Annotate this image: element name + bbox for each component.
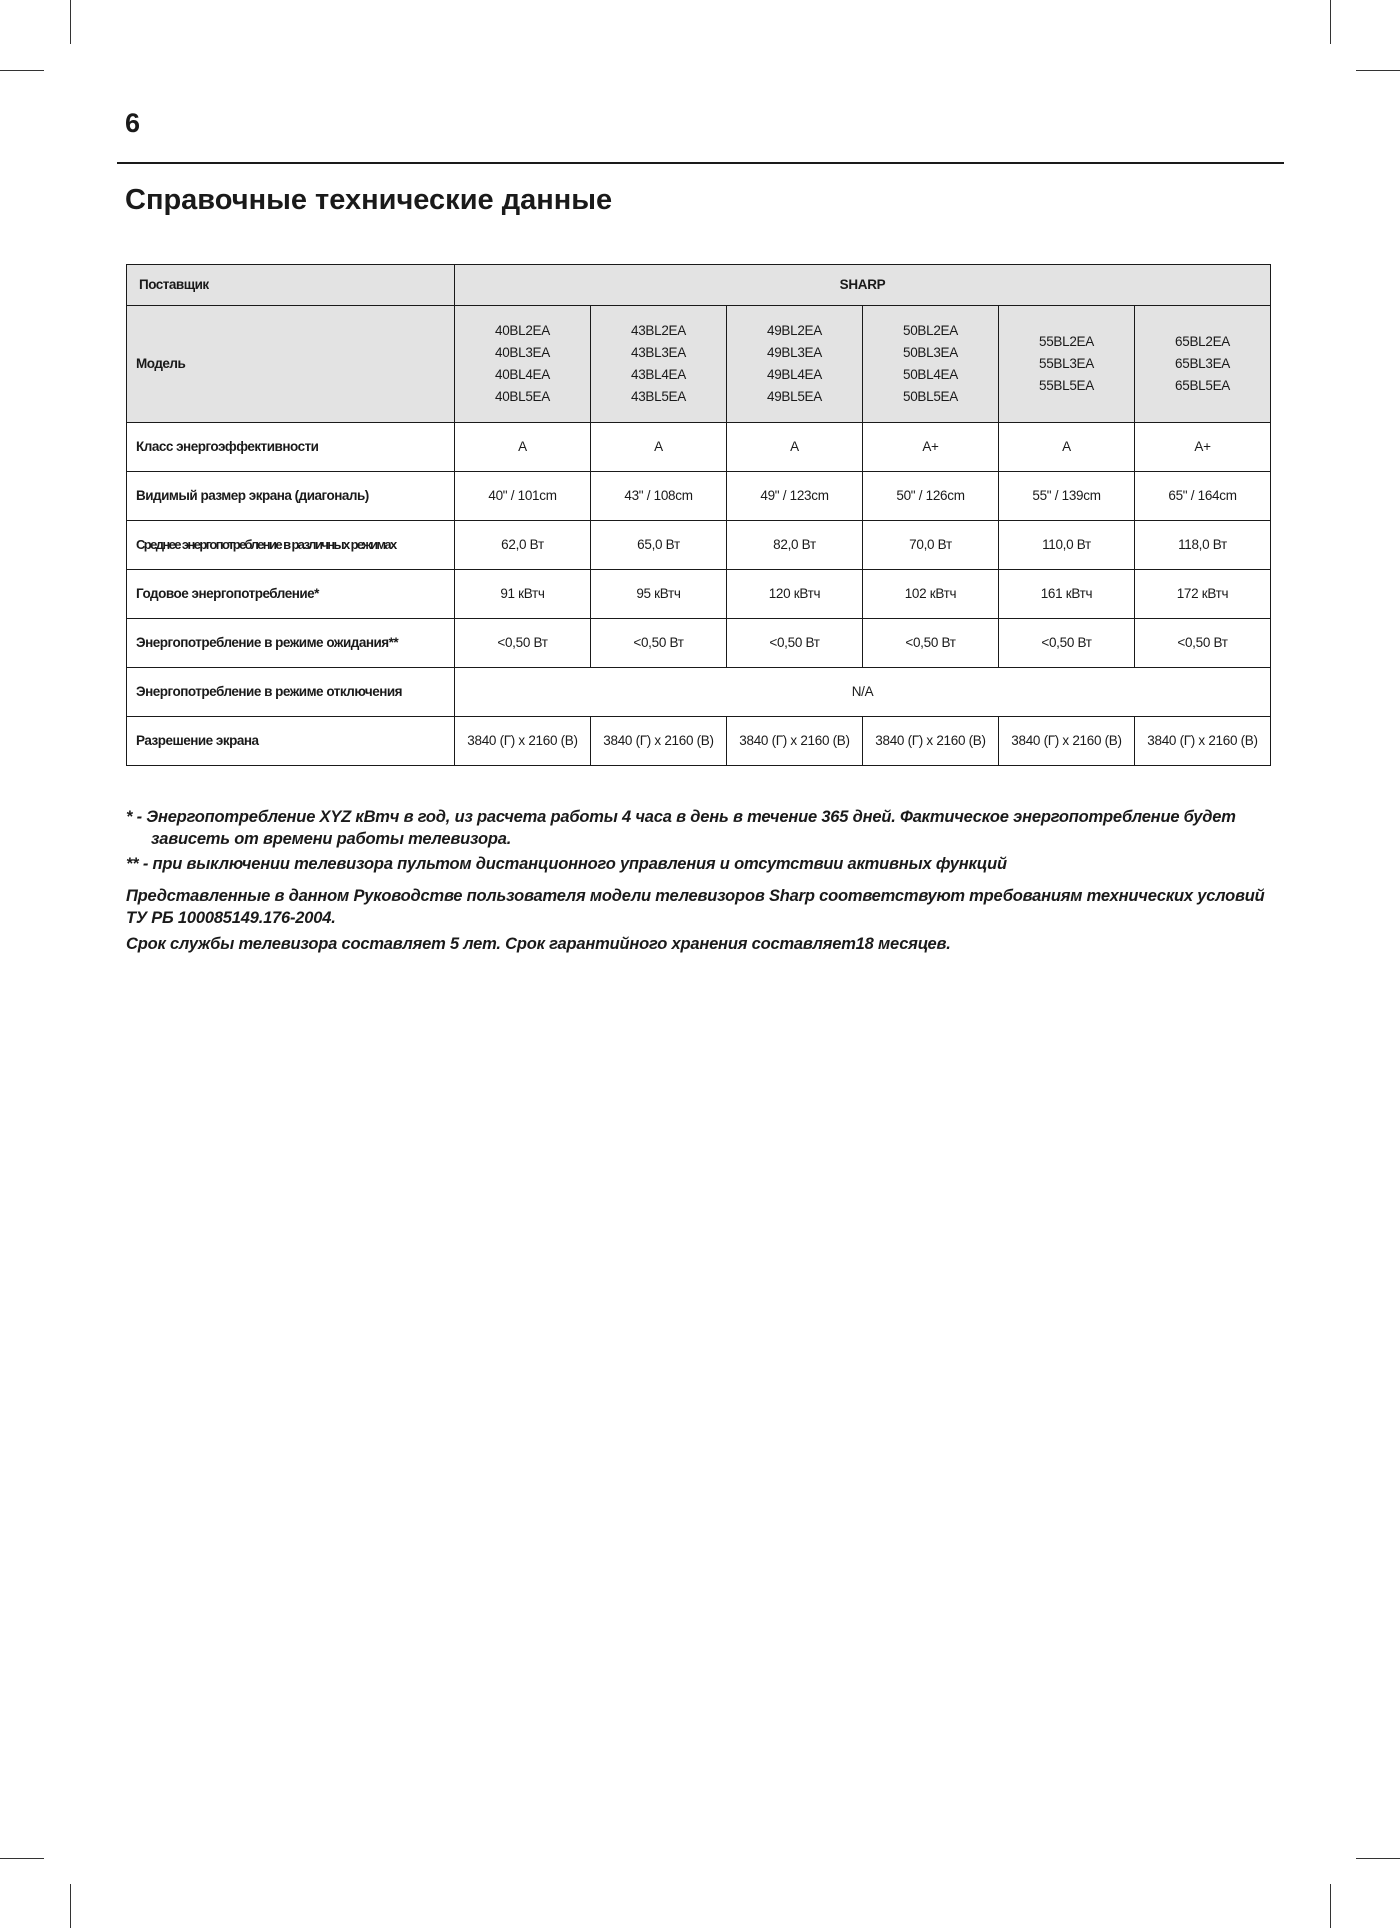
model-name: 49BL3EA — [767, 345, 822, 360]
table-cell: 70,0 Вт — [863, 521, 999, 570]
table-cell: A+ — [1135, 423, 1271, 472]
model-cell — [455, 306, 591, 423]
table-cell: 3840 (Г) x 2160 (В) — [455, 717, 591, 766]
row-label: Поставщик — [127, 265, 455, 306]
model-name: 40BL4EA — [495, 367, 550, 382]
crop-mark-bottom-right-horizontal — [1356, 1858, 1400, 1859]
table-cell: <0,50 Вт — [591, 619, 727, 668]
model-name: 49BL4EA — [767, 367, 822, 382]
model-name: 43BL4EA — [631, 367, 686, 382]
table-cell: <0,50 Вт — [1135, 619, 1271, 668]
table-cell: 172 кВтч — [1135, 570, 1271, 619]
model-cell — [591, 306, 727, 423]
table-cell: 49" / 123cm — [727, 472, 863, 521]
model-name: 50BL4EA — [903, 367, 958, 382]
model-name: 65BL2EA — [1175, 334, 1230, 349]
energy-class-row — [127, 423, 1271, 472]
table-cell: A — [455, 423, 591, 472]
table-cell: 55" / 139cm — [999, 472, 1135, 521]
crop-mark-top-right-vertical — [1330, 0, 1331, 44]
annual-consumption-row — [127, 570, 1271, 619]
model-name: 43BL3EA — [631, 345, 686, 360]
off-mode-power-row — [127, 668, 1271, 717]
model-name: 55BL2EA — [1039, 334, 1094, 349]
row-label: Класс энергоэффективности — [127, 423, 455, 472]
crop-mark-top-left-horizontal — [0, 70, 44, 71]
model-name: 43BL2EA — [631, 323, 686, 338]
table-cell: 3840 (Г) x 2160 (В) — [727, 717, 863, 766]
crop-mark-top-left-vertical — [70, 0, 71, 44]
table-cell: 65" / 164cm — [1135, 472, 1271, 521]
table-cell: 62,0 Вт — [455, 521, 591, 570]
table-cell: 3840 (Г) x 2160 (В) — [863, 717, 999, 766]
table-cell: 102 кВтч — [863, 570, 999, 619]
model-name: 65BL5EA — [1175, 378, 1230, 393]
screen-size-row — [127, 472, 1271, 521]
specifications-table — [126, 264, 1271, 766]
footnote-standby: ** - при выключении телевизора пультом дистанционного управления и отсутствии активных функций — [126, 855, 1007, 873]
crop-mark-bottom-right-vertical — [1330, 1884, 1331, 1928]
model-name: 40BL5EA — [495, 389, 550, 404]
table-cell: A — [591, 423, 727, 472]
row-label: Среднее энергопотребление в различных режимах — [127, 521, 455, 570]
table-cell: 120 кВтч — [727, 570, 863, 619]
standby-power-row — [127, 619, 1271, 668]
table-cell: <0,50 Вт — [727, 619, 863, 668]
model-name: 43BL5EA — [631, 389, 686, 404]
model-name: 55BL3EA — [1039, 356, 1094, 371]
supplier-name: SHARP — [455, 265, 1271, 306]
model-cell — [1135, 306, 1271, 423]
model-name: 49BL2EA — [767, 323, 822, 338]
table-cell: 3840 (Г) x 2160 (В) — [591, 717, 727, 766]
crop-mark-bottom-left-horizontal — [0, 1858, 44, 1859]
table-cell: 50" / 126cm — [863, 472, 999, 521]
notes-section — [126, 806, 1276, 955]
supplier-row — [127, 265, 1271, 306]
table-cell: 3840 (Г) x 2160 (В) — [1135, 717, 1271, 766]
table-cell: 43" / 108cm — [591, 472, 727, 521]
page-number: 6 — [125, 108, 141, 138]
table-cell: 40" / 101cm — [455, 472, 591, 521]
model-name: 50BL2EA — [903, 323, 958, 338]
table-cell: 65,0 Вт — [591, 521, 727, 570]
table-cell: A+ — [863, 423, 999, 472]
average-power-row — [127, 521, 1271, 570]
model-cell — [727, 306, 863, 423]
model-name: 40BL3EA — [495, 345, 550, 360]
resolution-row — [127, 717, 1271, 766]
table-cell: <0,50 Вт — [863, 619, 999, 668]
table-cell: A — [999, 423, 1135, 472]
table-cell: 161 кВтч — [999, 570, 1135, 619]
table-cell: 82,0 Вт — [727, 521, 863, 570]
model-cell — [863, 306, 999, 423]
row-label: Энергопотребление в режиме отключения — [127, 668, 455, 717]
row-label: Видимый размер экрана (диагональ) — [127, 472, 455, 521]
service-life-statement: Срок службы телевизора составляет 5 лет. Срок гарантийного хранения составляет18 месяцев. — [126, 935, 951, 953]
table-cell: A — [727, 423, 863, 472]
table-cell: 91 кВтч — [455, 570, 591, 619]
table-cell: <0,50 Вт — [999, 619, 1135, 668]
model-row — [127, 306, 1271, 423]
table-cell-merged: N/A — [455, 668, 1271, 717]
table-cell: 95 кВтч — [591, 570, 727, 619]
table-cell: 3840 (Г) x 2160 (В) — [999, 717, 1135, 766]
compliance-statement: Представленные в данном Руководстве пользователя модели телевизоров Sharp соответствуют требованиям технических условий ТУ РБ 100085149.176-2004. — [126, 887, 1265, 927]
model-name: 55BL5EA — [1039, 378, 1094, 393]
row-label: Разрешение экрана — [127, 717, 455, 766]
table-cell: 110,0 Вт — [999, 521, 1135, 570]
crop-mark-bottom-left-vertical — [70, 1884, 71, 1928]
model-name: 40BL2EA — [495, 323, 550, 338]
model-cell — [999, 306, 1135, 423]
model-name: 65BL3EA — [1175, 356, 1230, 371]
model-name: 49BL5EA — [767, 389, 822, 404]
table-cell: <0,50 Вт — [455, 619, 591, 668]
row-label: Энергопотребление в режиме ожидания** — [127, 619, 455, 668]
row-label: Модель — [127, 306, 455, 423]
page-title: Справочные технические данные — [125, 184, 613, 216]
model-name: 50BL5EA — [903, 389, 958, 404]
header-divider — [117, 162, 1284, 164]
crop-mark-top-right-horizontal — [1356, 70, 1400, 71]
model-name: 50BL3EA — [903, 345, 958, 360]
table-cell: 118,0 Вт — [1135, 521, 1271, 570]
footnote-annual-consumption: * - Энергопотребление XYZ кВтч в год, из расчета работы 4 часа в день в течение 365 дней. Фактическое энергопотребление будет зависеть от времени работы телевизора. — [126, 808, 1236, 848]
row-label: Годовое энергопотребление* — [127, 570, 455, 619]
